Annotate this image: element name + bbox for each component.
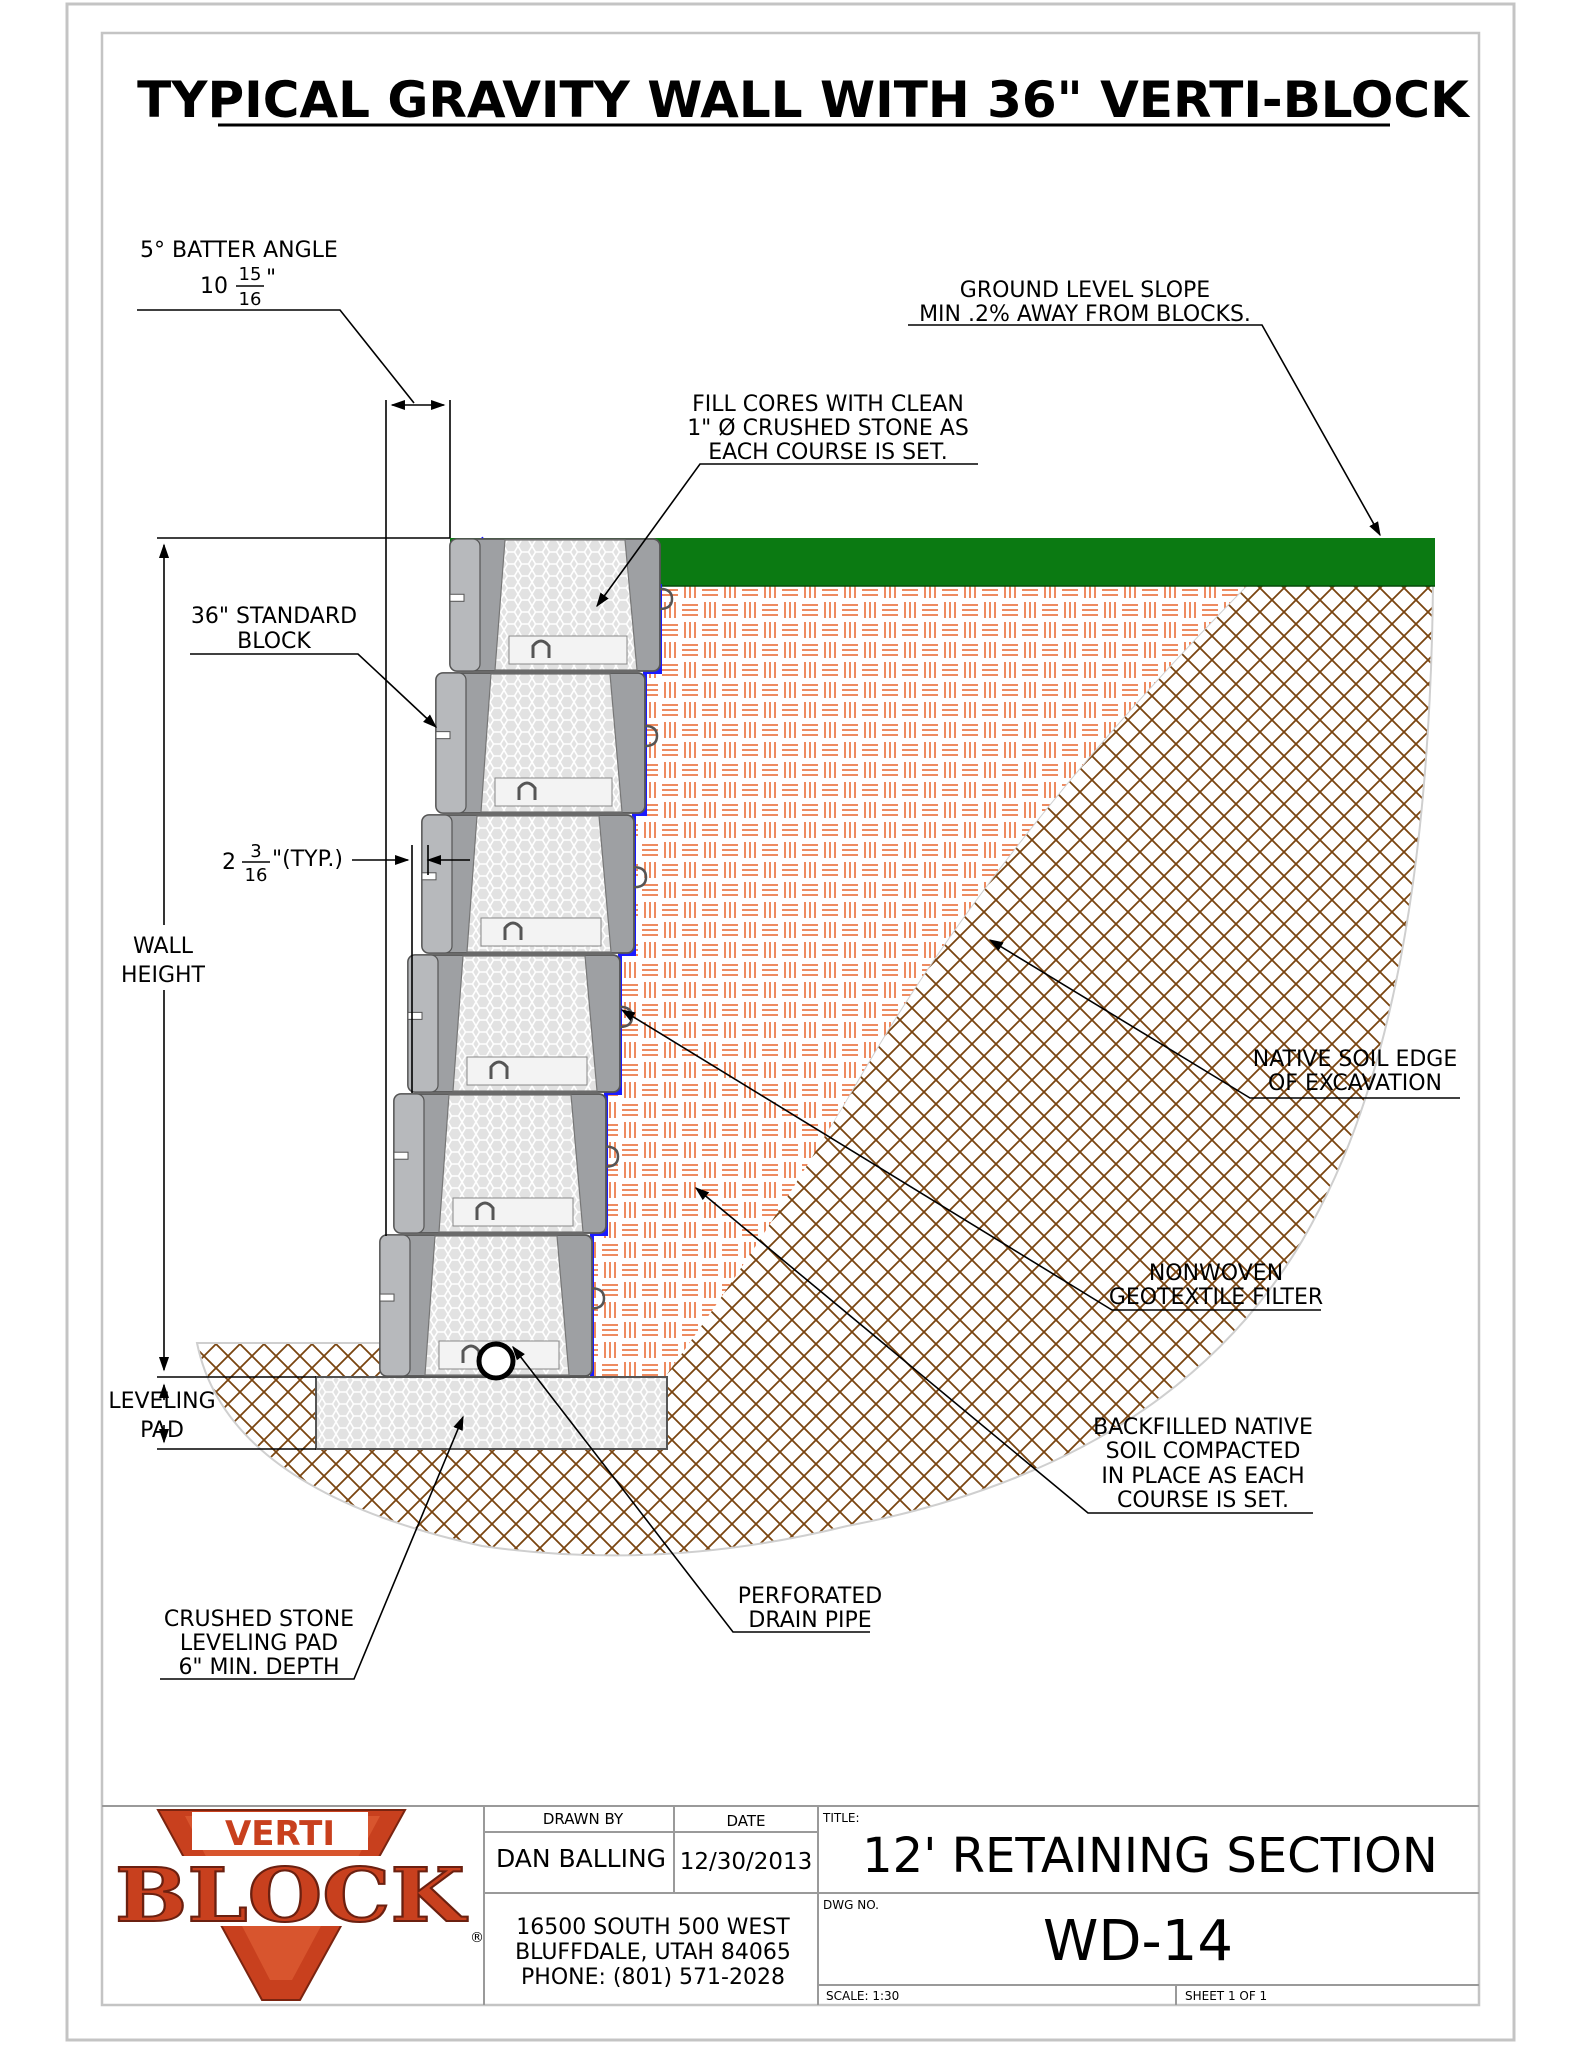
block-groove [422, 873, 436, 880]
block-face [380, 1235, 410, 1376]
svg-text:DRAIN PIPE: DRAIN PIPE [748, 1608, 872, 1633]
svg-text:WALL: WALL [132, 934, 194, 959]
svg-text:PAD: PAD [140, 1418, 184, 1443]
callout-standard-block [191, 604, 357, 654]
svg-text:15: 15 [238, 264, 262, 285]
svg-text:NATIVE SOIL EDGE: NATIVE SOIL EDGE [1252, 1047, 1458, 1072]
svg-text:SOIL COMPACTED: SOIL COMPACTED [1105, 1439, 1301, 1464]
drawn-by-value: DAN BALLING [495, 1844, 667, 1873]
callout-batter [140, 238, 338, 310]
callout-leveling-pad [108, 1389, 215, 1443]
svg-text:NONWOVEN: NONWOVEN [1148, 1261, 1284, 1286]
svg-text:2: 2 [222, 850, 236, 875]
svg-text:1" Ø CRUSHED STONE AS: 1" Ø CRUSHED STONE AS [687, 416, 969, 441]
block-course-3 [422, 815, 646, 953]
svg-text:FILL CORES WITH CLEAN: FILL CORES WITH CLEAN [692, 392, 964, 417]
block-core-opening [509, 636, 627, 664]
address-line-2: BLUFFDALE, UTAH 84065 [515, 1940, 791, 1965]
svg-text:6" MIN. DEPTH: 6" MIN. DEPTH [178, 1655, 340, 1680]
svg-text:HEIGHT: HEIGHT [121, 963, 205, 988]
title-label: TITLE: [823, 1811, 860, 1825]
logo-verti: VERTI [224, 1814, 336, 1854]
callout-crushed-stone-pad [164, 1607, 354, 1680]
logo-block: BLOCK [115, 1853, 469, 1939]
drawing-title: TYPICAL GRAVITY WALL WITH 36" VERTI-BLOCK [137, 71, 1469, 129]
callout-native-soil [1253, 1047, 1457, 1096]
block-groove [436, 732, 450, 739]
block-course-2 [436, 673, 657, 813]
svg-text:": " [266, 266, 277, 291]
date-value: 12/30/2013 [679, 1849, 813, 1875]
svg-text:COURSE IS SET.: COURSE IS SET. [1116, 1488, 1290, 1513]
block-groove [394, 1152, 408, 1159]
svg-text:3: 3 [250, 841, 262, 862]
date-label: DATE [726, 1812, 766, 1830]
address-line-1: 16500 SOUTH 500 WEST [516, 1915, 790, 1940]
svg-text:GROUND LEVEL SLOPE: GROUND LEVEL SLOPE [959, 278, 1211, 303]
dwg-no-value: WD-14 [1043, 1909, 1233, 1974]
block-core-opening [481, 918, 601, 946]
svg-text:BLOCK: BLOCK [237, 629, 311, 654]
perforated-drain-pipe [479, 1344, 513, 1378]
callout-backfill [1093, 1415, 1313, 1513]
svg-text:16: 16 [238, 289, 262, 310]
callout-drain-pipe [738, 1584, 882, 1633]
svg-text:PERFORATED: PERFORATED [737, 1584, 883, 1609]
block-course-1 [450, 539, 672, 671]
block-groove [450, 594, 464, 601]
svg-text:5° BATTER ANGLE: 5° BATTER ANGLE [140, 238, 338, 263]
callout-ground-slope [919, 278, 1251, 327]
svg-text:IN PLACE AS EACH: IN PLACE AS EACH [1101, 1464, 1305, 1489]
block-face [394, 1094, 424, 1233]
svg-text:CRUSHED STONE: CRUSHED STONE [163, 1607, 355, 1632]
svg-text:16: 16 [244, 865, 268, 886]
svg-text:"(TYP.): "(TYP.) [272, 847, 343, 872]
block-course-4 [408, 955, 632, 1092]
svg-text:EACH COURSE IS SET.: EACH COURSE IS SET. [708, 440, 948, 465]
svg-text:OF EXCAVATION: OF EXCAVATION [1267, 1071, 1443, 1096]
address-line-3: PHONE: (801) 571-2028 [521, 1965, 785, 1990]
logo-registered: ® [470, 1930, 484, 1946]
block-course-5 [394, 1094, 618, 1233]
scale-text: SCALE: 1:30 [826, 1989, 900, 2003]
svg-text:LEVELING: LEVELING [108, 1389, 216, 1414]
svg-text:GEOTEXTILE FILTER: GEOTEXTILE FILTER [1108, 1285, 1324, 1310]
drawn-by-label: DRAWN BY [542, 1810, 624, 1828]
sheet-title: 12' RETAINING SECTION [862, 1828, 1438, 1884]
block-face [422, 815, 452, 953]
block-groove [380, 1294, 394, 1301]
verti-block-logo [110, 1810, 484, 2000]
leveling-pad [316, 1377, 667, 1449]
block-core-opening [495, 778, 612, 806]
svg-text:36" STANDARD: 36" STANDARD [190, 604, 358, 629]
block-core-opening [453, 1198, 573, 1226]
dwg-no-label: DWG NO. [823, 1898, 879, 1912]
callout-wall-height [121, 934, 206, 988]
block-core-opening [467, 1057, 587, 1085]
callout-setback [222, 841, 343, 886]
svg-text:BACKFILLED NATIVE: BACKFILLED NATIVE [1093, 1415, 1313, 1440]
block-face [450, 539, 480, 671]
svg-text:LEVELING PAD: LEVELING PAD [179, 1631, 339, 1656]
block-groove [408, 1012, 422, 1019]
callout-fill-cores [687, 392, 969, 465]
svg-text:MIN .2% AWAY FROM BLOCKS.: MIN .2% AWAY FROM BLOCKS. [919, 302, 1251, 327]
title-block [102, 1806, 1479, 2005]
sheet-number: SHEET 1 OF 1 [1185, 1989, 1268, 2003]
block-face [436, 673, 466, 813]
svg-text:10: 10 [200, 274, 228, 299]
